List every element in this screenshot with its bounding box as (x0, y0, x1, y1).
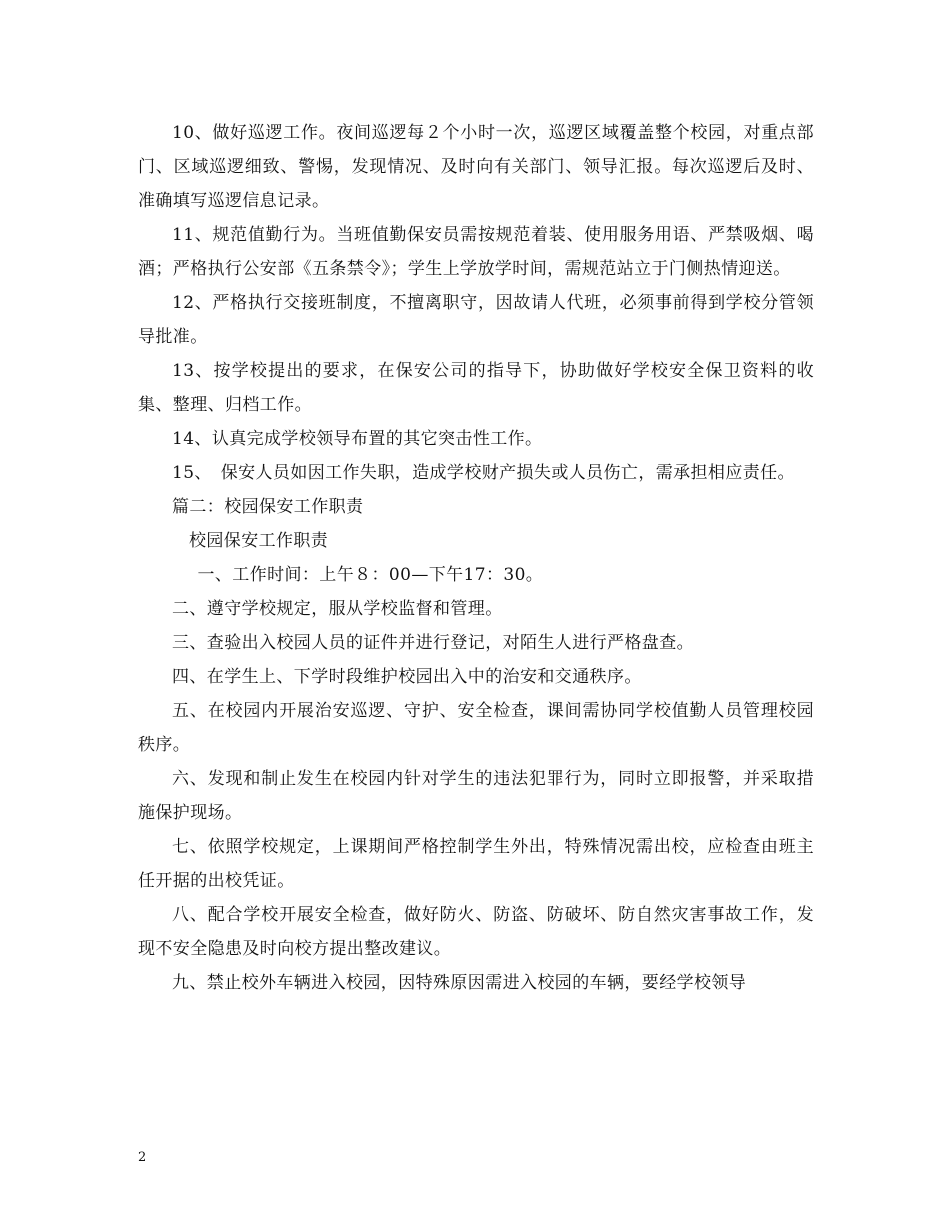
duty-item-6: 六、发现和制止发生在校园内针对学生的违法犯罪行为，同时立即报警，并采取措施保护现场。 (138, 769, 814, 823)
paragraph-item-14: 14、认真完成学校领导布置的其它突击性工作。 (172, 429, 543, 449)
duty-item-1: 一、工作时间：上午８：00—下午17：30。 (197, 565, 544, 585)
page-number: 2 (138, 1150, 147, 1165)
section-heading: 篇二：校园保安工作职责 (172, 497, 364, 517)
paragraph-item-11: 11、规范值勤行为。当班值勤保安员需按规范着装、使用服务用语、严禁吸烟、喝酒；严格执行公安部《五条禁令》；学生上学放学时间，需规范站立于门侧热情迎送。 (138, 225, 814, 279)
document-body (138, 116, 814, 1000)
paragraph-item-10: 10、做好巡逻工作。夜间巡逻每２个小时一次，巡逻区域覆盖整个校园，对重点部门、区域巡逻细致、警惕，发现情况、及时向有关部门、领导汇报。每次巡逻后及时、准确填写巡逻信息记录。 (138, 123, 814, 211)
paragraph-item-12: 12、严格执行交接班制度，不擅离职守，因故请人代班，必须事前得到学校分管领导批准。 (138, 293, 814, 347)
duty-item-3: 三、查验出入校园人员的证件并进行登记，对陌生人进行严格盘查。 (172, 633, 694, 653)
duty-item-2: 二、遵守学校规定，服从学校监督和管理。 (172, 599, 503, 619)
section-title: 校园保安工作职责 (189, 531, 329, 551)
duty-item-5: 五、在校园内开展治安巡逻、守护、安全检查，课间需协同学校值勤人员管理校园秩序。 (138, 701, 814, 755)
paragraph-item-15: 15、 保安人员如因工作失职，造成学校财产损失或人员伤亡，需承担相应责任。 (172, 463, 795, 483)
duty-item-9: 九、禁止校外车辆进入校园，因特殊原因需进入校园的车辆，要经学校领导 (172, 973, 747, 993)
duty-item-8: 八、配合学校开展安全检查，做好防火、防盗、防破坏、防自然灾害事故工作，发现不安全隐患及时向校方提出整改建议。 (138, 905, 814, 959)
duty-item-7: 七、依照学校规定，上课期间严格控制学生外出，特殊情况需出校，应检查由班主任开据的出校凭证。 (138, 837, 814, 891)
duty-item-4: 四、在学生上、下学时段维护校园出入中的治安和交通秩序。 (172, 667, 642, 687)
paragraph-item-13: 13、按学校提出的要求，在保安公司的指导下，协助做好学校安全保卫资料的收集、整理、归档工作。 (138, 361, 814, 415)
